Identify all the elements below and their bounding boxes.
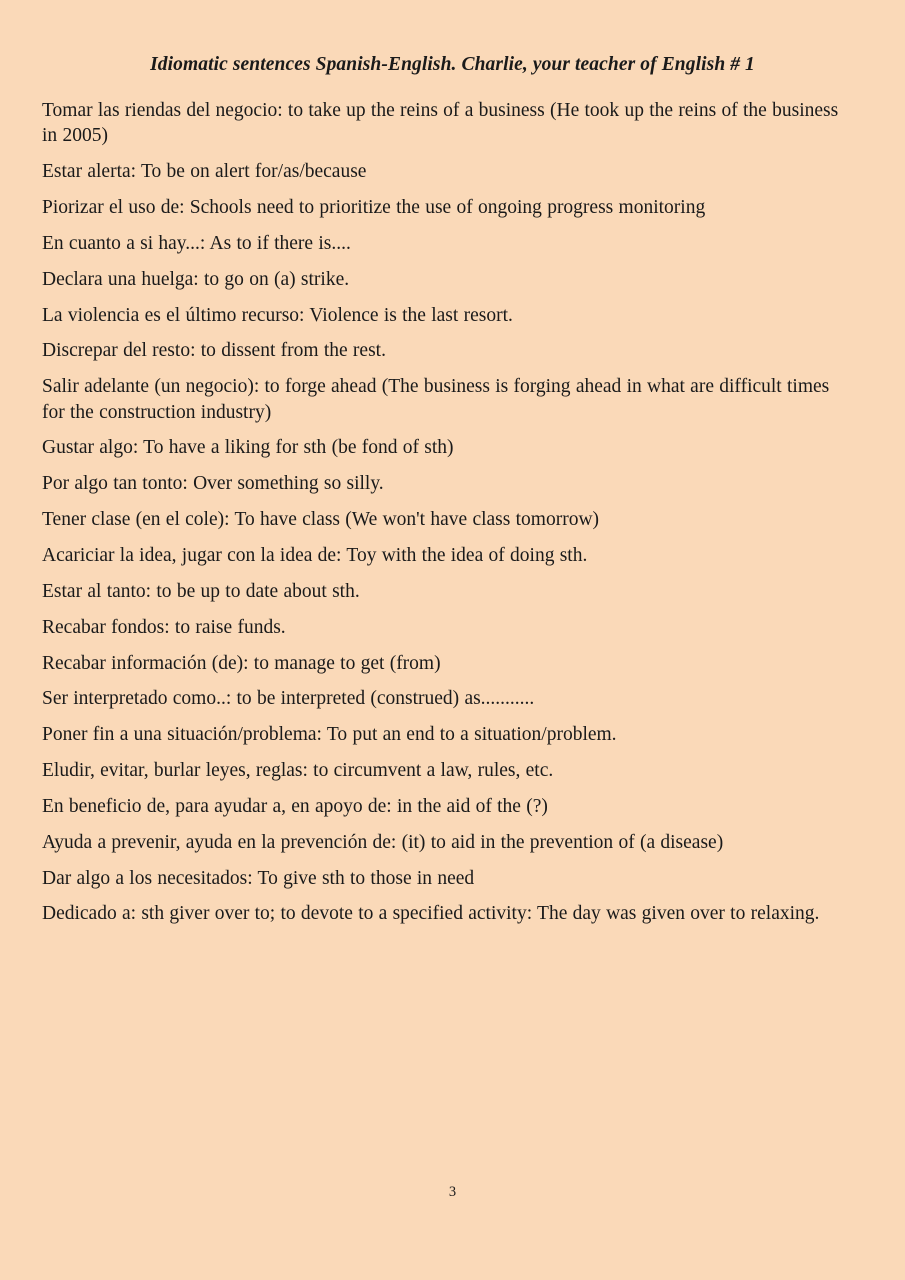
idiom-line: Por algo tan tonto: Over something so silly. — [42, 473, 384, 495]
page-number: 3 — [448, 1184, 457, 1200]
document-body — [0, 76, 905, 927]
idiom-line: Declara una huelga: to go on (a) strike. — [42, 268, 350, 290]
idiom-line: Discrepar del resto: to dissent from the rest. — [42, 340, 386, 362]
idiom-line: Recabar fondos: to raise funds. — [42, 616, 286, 638]
idiom-line: Tener clase (en el cole): To have class (We won't have class tomorrow) — [42, 509, 600, 531]
idiom-line: Dedicado a: sth giver over to; to devote to a specified activity: The day was given over to relaxing. — [42, 903, 820, 925]
idiom-line: Dar algo a los necesitados: To give sth to those in need — [42, 867, 475, 889]
idiom-line: Piorizar el uso de: Schools need to prioritize the use of ongoing progress monitoring — [42, 197, 706, 219]
idiom-line: Gustar algo: To have a liking for sth (be fond of sth) — [42, 437, 454, 459]
idiom-line: Eludir, evitar, burlar leyes, reglas: to circumvent a law, rules, etc. — [42, 760, 554, 782]
idiom-line: Estar al tanto: to be up to date about sth. — [42, 580, 360, 602]
page-title: Idiomatic sentences Spanish-English. Charlie, your teacher of English # 1 — [150, 54, 755, 75]
idiom-line: En beneficio de, para ayudar a, en apoyo de: in the aid of the (?) — [42, 795, 548, 817]
idiom-line: Acariciar la idea, jugar con la idea de: Toy with the idea of doing sth. — [42, 544, 588, 566]
idiom-line: Estar alerta: To be on alert for/as/because — [42, 161, 367, 183]
idiom-line: En cuanto a si hay...: As to if there is.... — [42, 232, 351, 254]
idiom-line: Ser interpretado como..: to be interpreted (construed) as........... — [42, 688, 535, 710]
idiom-line: Ayuda a prevenir, ayuda en la prevención de: (it) to aid in the prevention of (a disease) — [42, 831, 724, 853]
idiom-line: Recabar información (de): to manage to get (from) — [42, 652, 441, 674]
idiom-line: Salir adelante (un negocio): to forge ahead (The business is forging ahead in what are difficult times for the construction industry) — [42, 376, 830, 423]
idiom-line: La violencia es el último recurso: Violence is the last resort. — [42, 304, 513, 326]
idiom-line: Tomar las riendas del negocio: to take up the reins of a business (He took up the reins of the business in 2005) — [42, 100, 839, 147]
idiom-line: Poner fin a una situación/problema: To put an end to a situation/problem. — [42, 724, 617, 746]
